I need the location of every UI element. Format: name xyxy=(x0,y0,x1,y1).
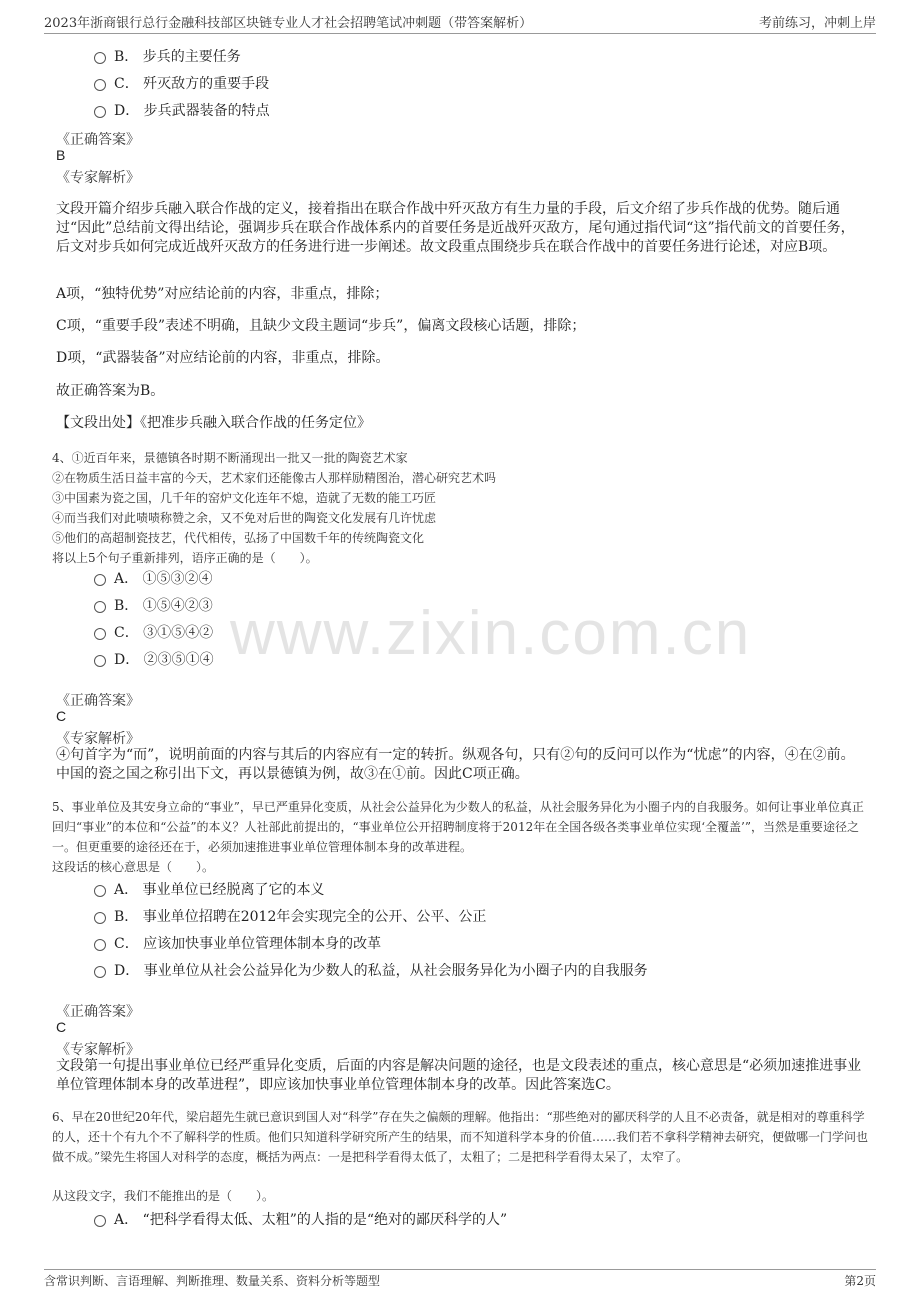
q3-answer-label: 《正确答案》 xyxy=(56,132,140,148)
q4-option-a[interactable] xyxy=(94,568,213,588)
q3-analysis-label: 《专家解析》 xyxy=(56,170,140,186)
q4-stem xyxy=(52,448,870,568)
q3-source: 【文段出处】《把准步兵融入联合作战的任务定位》 xyxy=(56,415,371,431)
q6-prompt: 从这段文字，我们不能推出的是（ ）。 xyxy=(52,1189,275,1203)
q4-analysis-text: ④句首字为“而”，说明前面的内容与其后的内容应有一定的转折。纵观各句，只有②句的反问可以作为“忧虑”的内容，④在②前。中国的瓷之国之称引出下文，再以景德镇为例，故③在①前。因此C项正确。 xyxy=(56,747,855,782)
page-footer xyxy=(0,1262,920,1302)
q4-line: ②在物质生活日益丰富的今天，艺术家们还能像古人那样励精图治，潜心研究艺术吗 xyxy=(52,471,497,485)
option-label: D． 事业单位从社会公益异化为少数人的私益，从社会服务异化为小圈子内的自我服务 xyxy=(114,963,648,979)
radio-icon[interactable] xyxy=(94,939,106,951)
q3-answer: B xyxy=(56,147,66,163)
q5-prompt: 这段话的核心意思是（ ）。 xyxy=(52,860,215,874)
q5-stem: 5、事业单位及其安身立命的“事业”，早已严重异化变质，从社会公益异化为少数人的私益，从社会服务异化为小圈子内的自我服务。如何让事业单位真正回归“事业”的本位和“公益”的本义？人社部此前提出的，“事业单位公开招聘制度将于2012年在全国各级各类事业单位实现‘全覆盖’”，当然是重要途径之一。但更重要的途径还在于，必须加速推进事业单位管理体制本身的改革进程。 xyxy=(52,800,864,854)
option-label: C． 应该加快事业单位管理体制本身的改革 xyxy=(114,936,382,952)
radio-icon[interactable] xyxy=(94,966,106,978)
radio-icon[interactable] xyxy=(94,628,106,640)
q4-prompt: 将以上5个句子重新排列，语序正确的是（ ）。 xyxy=(52,551,318,565)
q5-option-c[interactable] xyxy=(94,933,381,953)
radio-icon[interactable] xyxy=(94,79,106,91)
footer-note: 含常识判断、言语理解、判断推理、数量关系、资料分析等题型 xyxy=(44,1274,381,1288)
option-label: C． 歼灭敌方的重要手段 xyxy=(114,76,270,92)
q5-answer: C xyxy=(56,1019,67,1035)
q3-option-d-note: D项，“武器装备”对应结论前的内容，非重点，排除。 xyxy=(56,350,390,366)
option-label: A． “把科学看得太低、太粗”的人指的是“绝对的鄙厌科学的人” xyxy=(114,1212,508,1228)
option-label: A． ①⑤③②④ xyxy=(114,571,213,587)
header-divider xyxy=(44,33,876,34)
option-label: B． ①⑤④②③ xyxy=(114,598,213,614)
page-header xyxy=(0,0,920,32)
q4-option-b[interactable] xyxy=(94,595,213,615)
q5-answer-label: 《正确答案》 xyxy=(56,1004,140,1020)
q4-answer-label: 《正确答案》 xyxy=(56,693,140,709)
radio-icon[interactable] xyxy=(94,655,106,667)
option-label: D． ②③⑤①④ xyxy=(114,652,214,668)
option-label: C． ③①⑤④② xyxy=(114,625,214,641)
q3-option-b[interactable] xyxy=(94,46,241,66)
radio-icon[interactable] xyxy=(94,106,106,118)
q5-analysis-text: 文段第一句提出事业单位已经严重异化变质，后面的内容是解决问题的途径，也是文段表述的重点，核心意思是“必须加速推进事业单位管理体制本身的改革进程”，即应该加快事业单位管理体制本身的改革。因此答案选C。 xyxy=(56,1058,862,1093)
option-label: D． 步兵武器装备的特点 xyxy=(114,103,270,119)
document-title: 2023年浙商银行总行金融科技部区块链专业人才社会招聘笔试冲刺题（带答案解析） xyxy=(44,16,533,31)
q4-option-d[interactable] xyxy=(94,649,214,669)
q4-line: ④而当我们对此啧啧称赞之余，又不免对后世的陶瓷文化发展有几许忧虑 xyxy=(52,511,437,525)
radio-icon[interactable] xyxy=(94,52,106,64)
q4-line: ③中国素为瓷之国，几千年的窑炉文化连年不熄，造就了无数的能工巧匠 xyxy=(52,491,437,505)
radio-icon[interactable] xyxy=(94,574,106,586)
q3-conclusion: 故正确答案为B。 xyxy=(56,383,165,399)
radio-icon[interactable] xyxy=(94,601,106,613)
q4-line: ⑤他们的高超制瓷技艺，代代相传，弘扬了中国数千年的传统陶瓷文化 xyxy=(52,531,425,545)
q3-analysis-text: 文段开篇介绍步兵融入联合作战的定义，接着指出在联合作战中歼灭敌方有生力量的手段，后文介绍了步兵作战的优势。随后通过“因此”总结前文得出结论，强调步兵在联合作战体系内的首要任务是近战歼灭敌方，尾句通过指代词“这”指代前文的首要任务，后文对步兵如何完成近战歼灭敌方的任务进行进一步阐述。故文段重点围绕步兵在联合作战中的首要任务进行论述，对应B项。 xyxy=(56,201,855,255)
q3-option-a-note: A项，“独特优势”对应结论前的内容，非重点，排除； xyxy=(56,286,389,302)
q3-option-c[interactable] xyxy=(94,73,269,93)
q4-answer: C xyxy=(56,708,67,724)
q4-line: 4、①近百年来，景德镇各时期不断涌现出一批又一批的陶瓷艺术家 xyxy=(52,451,408,465)
q4-option-c[interactable] xyxy=(94,622,213,642)
q5-option-a[interactable] xyxy=(94,879,325,899)
q6-option-a[interactable] xyxy=(94,1209,507,1229)
radio-icon[interactable] xyxy=(94,1215,106,1227)
q5-option-d[interactable] xyxy=(94,960,648,980)
footer-divider xyxy=(44,1269,876,1270)
q3-option-c-note: C项，“重要手段”表述不明确，且缺少文段主题词“步兵”，偏离文段核心话题，排除； xyxy=(56,318,586,334)
page-number: 第2页 xyxy=(844,1274,876,1288)
q5-analysis-label: 《专家解析》 xyxy=(56,1042,140,1058)
option-label: B． 步兵的主要任务 xyxy=(114,49,241,65)
q6-stem: 6、早在20世纪20年代，梁启超先生就已意识到国人对“科学”存在失之偏颇的理解。他指出：“那些绝对的鄙厌科学的人且不必责备，就是相对的尊重科学的人，还十个有九个不了解科学的性质。他们只知道科学研究所产生的结果，而不知道科学本身的价值……我们若不拿科学精神去研究，便做哪一门学问也做不成。”梁先生将国人对科学的态度，概括为两点：一是把科学看得太低了，太粗了；二是把科学看得太呆了，太窄了。 xyxy=(52,1110,869,1164)
header-slogan: 考前练习，冲刺上岸 xyxy=(758,16,876,31)
radio-icon[interactable] xyxy=(94,885,106,897)
q5-option-b[interactable] xyxy=(94,906,486,926)
q4-analysis-label: 《专家解析》 xyxy=(56,731,140,747)
q3-option-d[interactable] xyxy=(94,100,270,120)
radio-icon[interactable] xyxy=(94,912,106,924)
option-label: A． 事业单位已经脱离了它的本义 xyxy=(114,882,325,898)
watermark: www.zixin.com.cn xyxy=(230,599,752,668)
option-label: B． 事业单位招聘在2012年会实现完全的公开、公平、公正 xyxy=(114,909,487,925)
